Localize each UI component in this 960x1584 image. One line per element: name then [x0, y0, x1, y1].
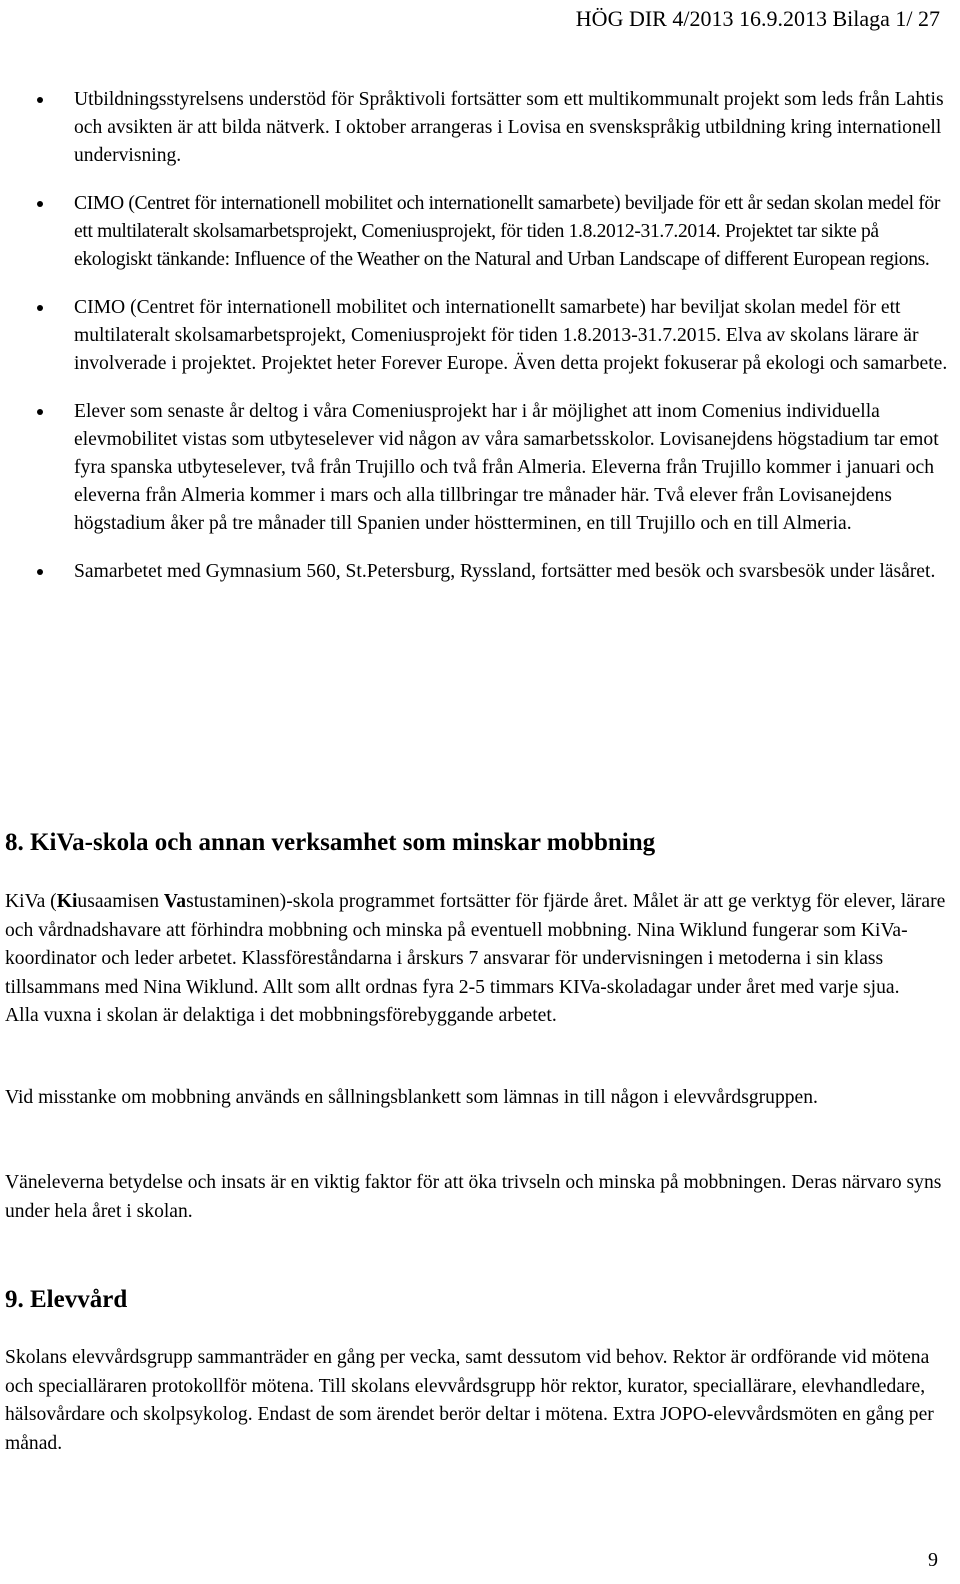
page-header: HÖG DIR 4/2013 16.9.2013 Bilaga 1/ 27 [575, 6, 940, 31]
page-number: 9 [928, 1549, 938, 1571]
bullet-list [0, 86, 950, 606]
kiva-paragraph [5, 888, 950, 1031]
list-item [0, 398, 950, 538]
elevvard-paragraph: Skolans elevvårdsgrupp sammanträder en gång per vecka, samt dessutom vid behov. Rektor är ordförande vid mötena och specialläraren protokollför mötena. Till skolans elevvårdsgrupp hör rektor, kurator, speciallärare, elevhandledare, hälsovårdare och skolpsykolog. Endast de som ärendet berör deltar i mötena. Extra JOPO-elevvårdsmöten en gång per månad. [5, 1347, 934, 1454]
kiva-bold-ki: Ki [56, 891, 78, 912]
kiva-text-e: Alla vuxna i skolan är delaktiga i det mobbningsförebyggande arbetet. [5, 1005, 557, 1026]
kiva-text-d: stustaminen)-skola programmet fortsätter för fjärde året. Målet är att ge verktyg för elever, lärare och vårdnadshavare att förhindra mobbning och minska på eventuell mobbning. Nina Wiklund fungerar som KiVa-koordinator och leder arbetet. Klassföreståndarna i årskurs 7 ansvarar för undervisningen i metoderna i sin klass tillsammans med Nina Wiklund. Allt som allt ordnas fyra 2-5 timmars KIVa-skoladagar under året med varje sjua. [5, 891, 946, 998]
bullet-icon [37, 305, 43, 311]
bullet-icon [37, 569, 43, 575]
list-item-text: CIMO (Centret för internationell mobilitet och internationellt samarbete) har beviljat skolan medel för ett multilateralt skolsamarbetsprojekt, Comeniusprojekt för tiden 1.8.2013-31.7.2015. Elva av skolans lärare är involverade i projektet. Projektet heter Forever Europe. Även detta projekt fokuserar på ekologi och samarbete. [74, 297, 948, 374]
bullet-icon [37, 97, 43, 103]
bullet-icon [37, 409, 43, 415]
kiva-text-c: usaamisen [77, 891, 164, 912]
kiva-text-a: KiVa ( [5, 891, 57, 912]
list-item-text: Samarbetet med Gymnasium 560, St.Petersburg, Ryssland, fortsätter med besök och svarsbesök under läsåret. [74, 561, 936, 582]
list-item-text: Elever som senaste år deltog i våra Comeniusprojekt har i år möjlighet att inom Comenius individuella elevmobilitet vistas som utbyteselever vid någon av våra samarbetsskolor. Lovisanejdens högstadium tar emot fyra spanska utbyteselever, två från Trujillo och två från Almeria. Eleverna från Trujillo kommer i januari och eleverna från Almeria kommer i mars och alla tillbringar tre månader här. Två elever från Lovisanejdens högstadium åker på tre månader till Spanien under höstterminen, en till Trujillo och en till Almeria. [74, 401, 939, 534]
list-item-text: CIMO (Centret för internationell mobilitet och internationellt samarbete) beviljade för ett år sedan skolan medel för ett multilateralt skolsamarbetsprojekt, Comeniusprojekt, för tiden 1.8.2012-31.7.2014. Projektet tar sikte på ekologiskt tänkande: Influence of the Weather on the Natural and Urban Landscape of different European regions. [74, 193, 941, 270]
bullet-icon [37, 201, 43, 207]
vanelever-paragraph: Väneleverna betydelse och insats är en viktig faktor för att öka trivseln och minska på mobbningen. Deras närvaro syns under hela året i skolan. [5, 1172, 942, 1222]
kiva-bold-va: Va [163, 891, 187, 912]
list-item [0, 190, 950, 274]
list-item-text: Utbildningsstyrelsens understöd för Språktivoli fortsätter som ett multikommunalt projekt som leds från Lahtis och avsikten är att bilda nätverk. I oktober arrangeras i Lovisa en svenskspråkig utbildning kring internationell undervisning. [74, 89, 944, 166]
section-8-heading: 8. KiVa-skola och annan verksamhet som minskar mobbning [5, 829, 656, 856]
section-9-heading: 9. Elevvård [5, 1286, 128, 1313]
list-item [0, 294, 950, 378]
mobbning-paragraph: Vid misstanke om mobbning används en sållningsblankett som lämnas in till någon i elevvårdsgruppen. [5, 1087, 818, 1108]
list-item [0, 86, 950, 170]
list-item [0, 558, 950, 586]
